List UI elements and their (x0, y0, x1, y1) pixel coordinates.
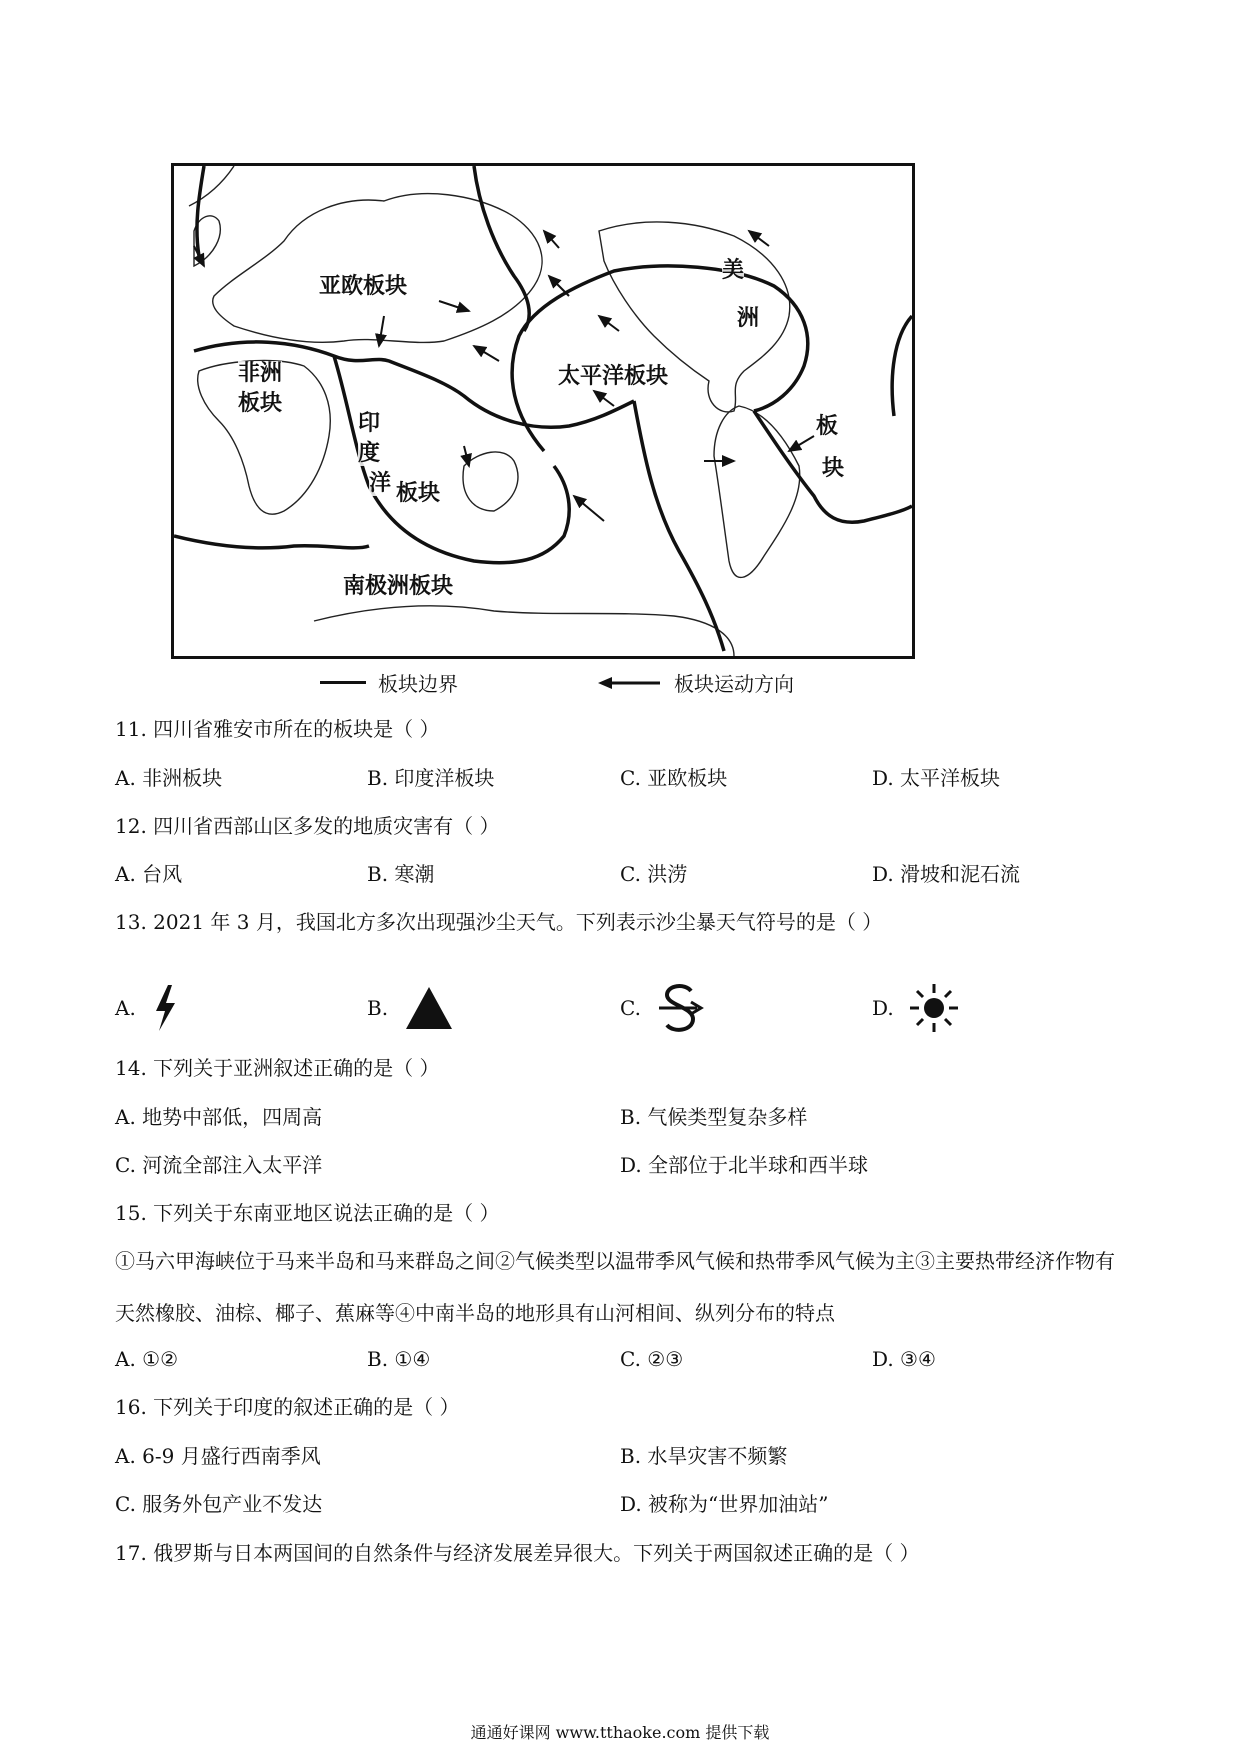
question-12-options (115, 860, 1125, 890)
q14-option-d: D. 全部位于北半球和西半球 (620, 1153, 869, 1177)
legend-boundary-label: 板块边界 (378, 672, 458, 696)
label-american-plate-2: 洲 (737, 306, 760, 331)
q11-option-a: A. 非洲板块 (115, 766, 223, 790)
q13-option-b-label: B. (367, 996, 389, 1020)
question-13-stem: 13. 2021 年 3 月，我国北方多次出现强沙尘天气。下列表示沙尘暴天气符号的是（ ） (115, 910, 883, 934)
boundary-line-icon (320, 681, 366, 684)
q13-option-a (115, 980, 180, 1036)
q12-option-b: B. 寒潮 (367, 862, 435, 886)
label-indian-plate-3: 洋 (369, 471, 392, 496)
q15-option-d: D. ③④ (872, 1347, 936, 1371)
q14-option-c: C. 河流全部注入太平洋 (115, 1153, 323, 1177)
q12-option-c: C. 洪涝 (620, 862, 688, 886)
question-13-options (115, 980, 1125, 1036)
question-16-options-row2 (115, 1490, 1125, 1520)
q16-option-a: A. 6-9 月盛行西南季风 (115, 1444, 321, 1468)
question-16-options-row1 (115, 1442, 1125, 1472)
label-eurasian-plate: 亚欧板块 (319, 274, 408, 299)
sun-icon (908, 982, 960, 1034)
question-15-statements: ①马六甲海峡位于马来半岛和马来群岛之间②气候类型以温带季风气候和热带季风气候为主③主要热带经济作物有天然橡胶、油棕、椰子、蕉麻等④中南半岛的地形具有山河相间、纵列分布的特点 (115, 1249, 1115, 1325)
label-pacific-plate: 太平洋板块 (558, 364, 669, 389)
question-11-stem: 11. 四川省雅安市所在的板块是（ ） (115, 717, 440, 741)
label-american-plate-1: 美 (722, 258, 745, 283)
map-legend (320, 668, 840, 698)
q13-option-d (872, 980, 960, 1036)
q12-option-d: D. 滑坡和泥石流 (872, 862, 1021, 886)
label-american-plate-3: 板 (816, 414, 839, 439)
q11-option-d: D. 太平洋板块 (872, 766, 1001, 790)
plate-map (171, 163, 915, 659)
question-14-options-row2 (115, 1151, 1125, 1181)
question-11-options (115, 764, 1125, 794)
q15-option-a: A. ①② (115, 1347, 179, 1371)
q15-option-c: C. ②③ (620, 1347, 684, 1371)
question-14-options-row1 (115, 1103, 1125, 1133)
sandstorm-icon (655, 981, 705, 1035)
q14-option-b: B. 气候类型复杂多样 (620, 1105, 808, 1129)
page-footer: 通通好课网 www.tthaoke.com 提供下载 (470, 1723, 770, 1742)
label-indian-plate-4: 板块 (396, 481, 441, 506)
label-african-plate-line2: 板块 (238, 391, 283, 416)
plate-map-frame (171, 163, 915, 659)
q11-option-c: C. 亚欧板块 (620, 766, 728, 790)
question-12-stem: 12. 四川省西部山区多发的地质灾害有（ ） (115, 814, 500, 838)
legend-boundary (320, 668, 458, 697)
q11-option-b: B. 印度洋板块 (367, 766, 495, 790)
q16-option-d: D. 被称为“世界加油站” (620, 1492, 829, 1516)
q13-option-a-label: A. (115, 996, 136, 1020)
question-15-stem: 15. 下列关于东南亚地区说法正确的是（ ） (115, 1201, 500, 1225)
q13-option-d-label: D. (872, 996, 894, 1020)
q16-option-b: B. 水旱灾害不频繁 (620, 1444, 788, 1468)
question-17-stem: 17. 俄罗斯与日本两国间的自然条件与经济发展差异很大。下列关于两国叙述正确的是（ ） (115, 1541, 920, 1565)
label-african-plate-line1: 非洲 (238, 361, 283, 386)
label-antarctic-plate: 南极洲板块 (343, 574, 454, 599)
legend-direction-label: 板块运动方向 (674, 672, 794, 696)
legend-direction (598, 668, 794, 697)
label-indian-plate-2: 度 (358, 441, 381, 466)
movement-arrows (194, 231, 814, 521)
lightning-icon (150, 983, 180, 1033)
q14-option-a: A. 地势中部低，四周高 (115, 1105, 323, 1129)
question-16-stem: 16. 下列关于印度的叙述正确的是（ ） (115, 1395, 460, 1419)
q16-option-c: C. 服务外包产业不发达 (115, 1492, 323, 1516)
q12-option-a: A. 台风 (115, 862, 183, 886)
label-american-plate-4: 块 (822, 456, 845, 481)
triangle-icon (402, 983, 456, 1033)
plate-map-drawing (174, 166, 912, 656)
label-indian-plate-1: 印 (358, 411, 381, 436)
q13-option-c (620, 980, 705, 1036)
q13-option-c-label: C. (620, 996, 641, 1020)
q15-option-b: B. ①④ (367, 1347, 431, 1371)
q13-option-b (367, 980, 456, 1036)
question-14-stem: 14. 下列关于亚洲叙述正确的是（ ） (115, 1056, 440, 1080)
direction-arrow-icon (598, 676, 662, 690)
question-15-options (115, 1345, 1125, 1375)
